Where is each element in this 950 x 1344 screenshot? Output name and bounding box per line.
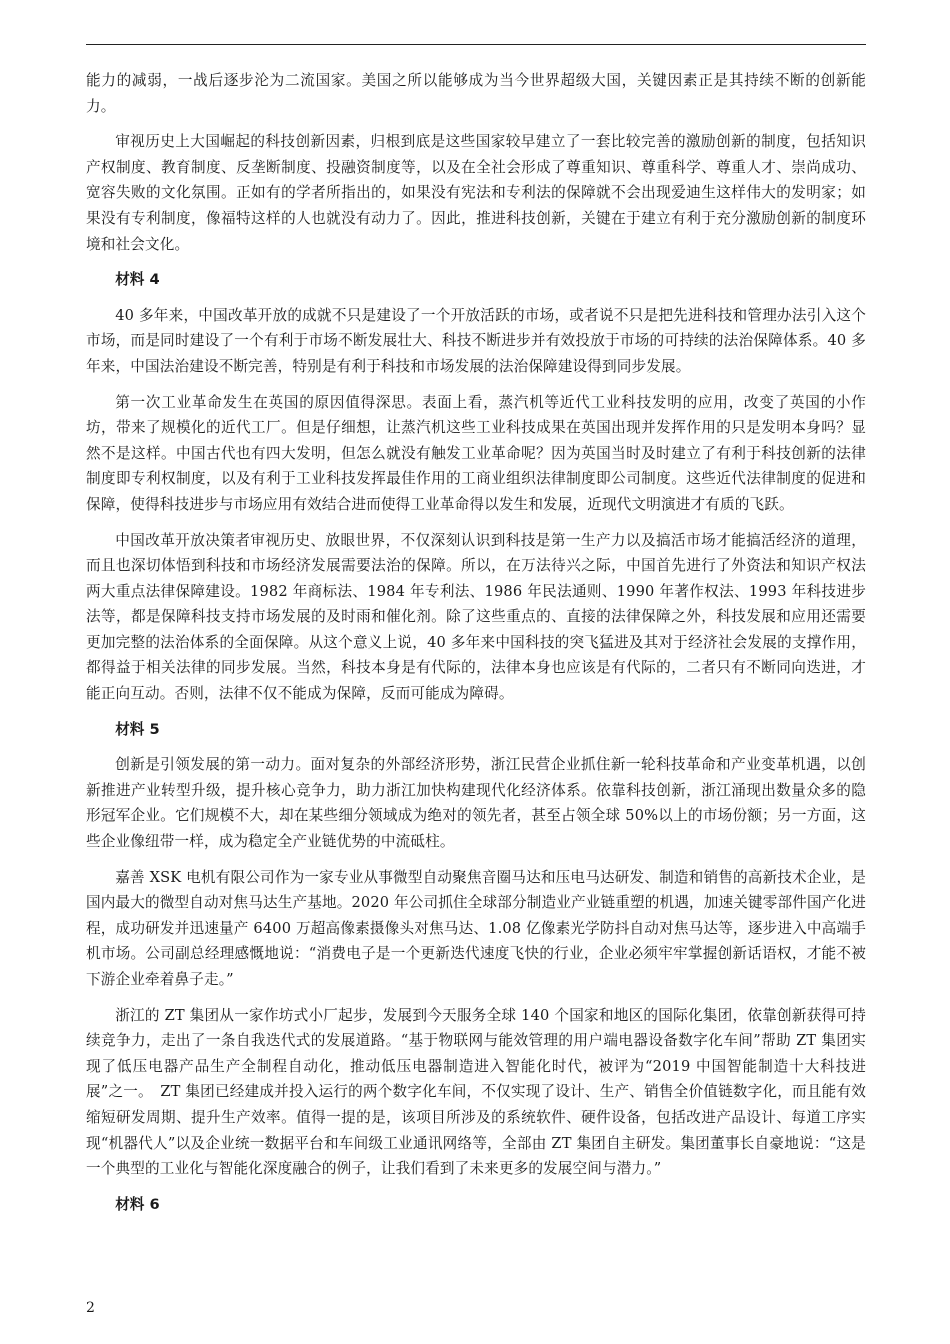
paragraph: 第一次工业革命发生在英国的原因值得深思。表面上看，蒸汽机等近代工业科技发明的应用，改变了英国的小作坊，带来了规模化的近代工厂。但是仔细想，让蒸汽机这些工业科技成果在英国出现并发挥作用的只是发明本身吗？显然不是这样。中国古代也有四大发明，但怎么就没有触发工业革命呢？因为英国当时及时建立了有利于科技创新的法律制度即专利权制度，以及有利于工业科技发挥最佳作用的工商业组织法律制度即公司制度。这些近代法律制度的促进和保障，使得科技进步与市场应用有效结合进而使得工业革命得以发生和发展，近现代文明演进才有质的飞跃。 <box>86 393 866 513</box>
paragraph: 40 多年来，中国改革开放的成就不只是建设了一个开放活跃的市场，或者说不只是把先进科技和管理办法引入这个市场，而是同时建设了一个有利于市场不断发展壮大、科技不断进步并有效投放于市场的可持续的法治保障体系。40 多年来，中国法治建设不断完善，特别是有利于科技和市场发展的法治保障建设得到同步发展。 <box>86 306 866 375</box>
paragraph: 浙江的 ZT 集团从一家作坊式小厂起步，发展到今天服务全球 140 个国家和地区的国际化集团，依靠创新获得可持续竞争力，走出了一条自我迭代式的发展道路。“基于物联网与能效管理的用户端电器设备数字化车间”帮助 ZT 集团实现了低压电器产品生产全制程自动化，推动低压电器制造进入智能化时代，被评为“2019 中国智能制造十大科技进展”之一。 ZT 集团已经建成并投入运行的两个数字化车间，不仅实现了设计、生产、销售全价值链数字化，而且能有效缩短研发周期、提升生产效率。值得一提的是，该项目所涉及的系统软件、硬件设备，包括改进产品设计、每道工序实现“机器代人”以及企业统一数据平台和车间级工业通讯网络等，全部由 ZT 集团自主研发。集团董事长自豪地说：“这是一个典型的工业化与智能化深度融合的例子，让我们看到了未来更多的发展空间与潜力。” <box>86 1006 866 1178</box>
paragraph: 创新是引领发展的第一动力。面对复杂的外部经济形势，浙江民营企业抓住新一轮科技革命和产业变革机遇，以创新推进产业转型升级，提升核心竞争力，助力浙江加快构建现代化经济体系。依靠科技创新，浙江涌现出数量众多的隐形冠军企业。它们规模不大，却在某些细分领域成为绝对的领先者，甚至占领全球 50%以上的市场份额；另一方面，这些企业像纽带一样，成为稳定全产业链优势的中流砥柱。 <box>86 756 866 851</box>
paragraph: 嘉善 XSK 电机有限公司作为一家专业从事微型自动聚焦音圈马达和压电马达研发、制造和销售的高新技术企业，是国内最大的微型自动对焦马达生产基地。2020 年公司抓住全球部分制造业产业链重塑的机遇，加速关键零部件国产化进程，成功研发并迅速量产 6400 万超高像素摄像头对焦马达、1.08 亿像素光学防抖自动对焦马达等，逐步进入中高端手机市场。公司副总经理感慨地说：“消费电子是一个更新迭代速度飞快的行业，企业必须牢牢掌握创新话语权，才能不被下游企业牵着鼻子走。” <box>86 868 866 988</box>
document-page <box>86 0 866 1344</box>
section-heading-material-6: 材料 6 <box>115 1195 160 1213</box>
page-number: 2 <box>86 1300 95 1316</box>
section-heading-material-4: 材料 4 <box>115 271 160 289</box>
document-body <box>86 68 866 1227</box>
paragraph: 审视历史上大国崛起的科技创新因素，归根到底是这些国家较早建立了一套比较完善的激励创新的制度，包括知识产权制度、教育制度、反垄断制度、投融资制度等，以及在全社会形成了尊重知识、尊重科学、尊重人才、崇尚成功、宽容失败的文化氛围。正如有的学者所指出的，如果没有宪法和专利法的保障就不会出现爱迪生这样伟大的发明家；如果没有专利制度，像福特这样的人也就没有动力了。因此，推进科技创新，关键在于建立有利于充分激励创新的制度环境和社会文化。 <box>86 133 866 253</box>
paragraph: 中国改革开放决策者审视历史、放眼世界，不仅深刻认识到科技是第一生产力以及搞活市场才能搞活经济的道理，而且也深切体悟到科技和市场经济发展需要法治的保障。所以，在万法待兴之际，中国首先进行了外资法和知识产权法两大重点法律保障建设。1982 年商标法、1984 年专利法、1986 年民法通则、1990 年著作权法、1993 年科技进步法等，都是保障科技支持市场发展的及时雨和催化剂。除了这些重点的、直接的法律保障之外，科技发展和应用还需要更加完整的法治体系的全面保障。从这个意义上说，40 多年来中国科技的突飞猛进及其对于经济社会发展的支撑作用，都得益于相关法律的同步发展。当然，科技本身是有代际的，法律本身也应该是有代际的，二者只有不断同向迭进，才能正向互动。否则，法律不仅不能成为保障，反而可能成为障碍。 <box>86 531 866 703</box>
paragraph: 能力的减弱，一战后逐步沦为二流国家。美国之所以能够成为当今世界超级大国，关键因素正是其持续不断的创新能力。 <box>86 72 866 115</box>
header-rule <box>86 44 866 45</box>
section-heading-material-5: 材料 5 <box>115 720 160 738</box>
